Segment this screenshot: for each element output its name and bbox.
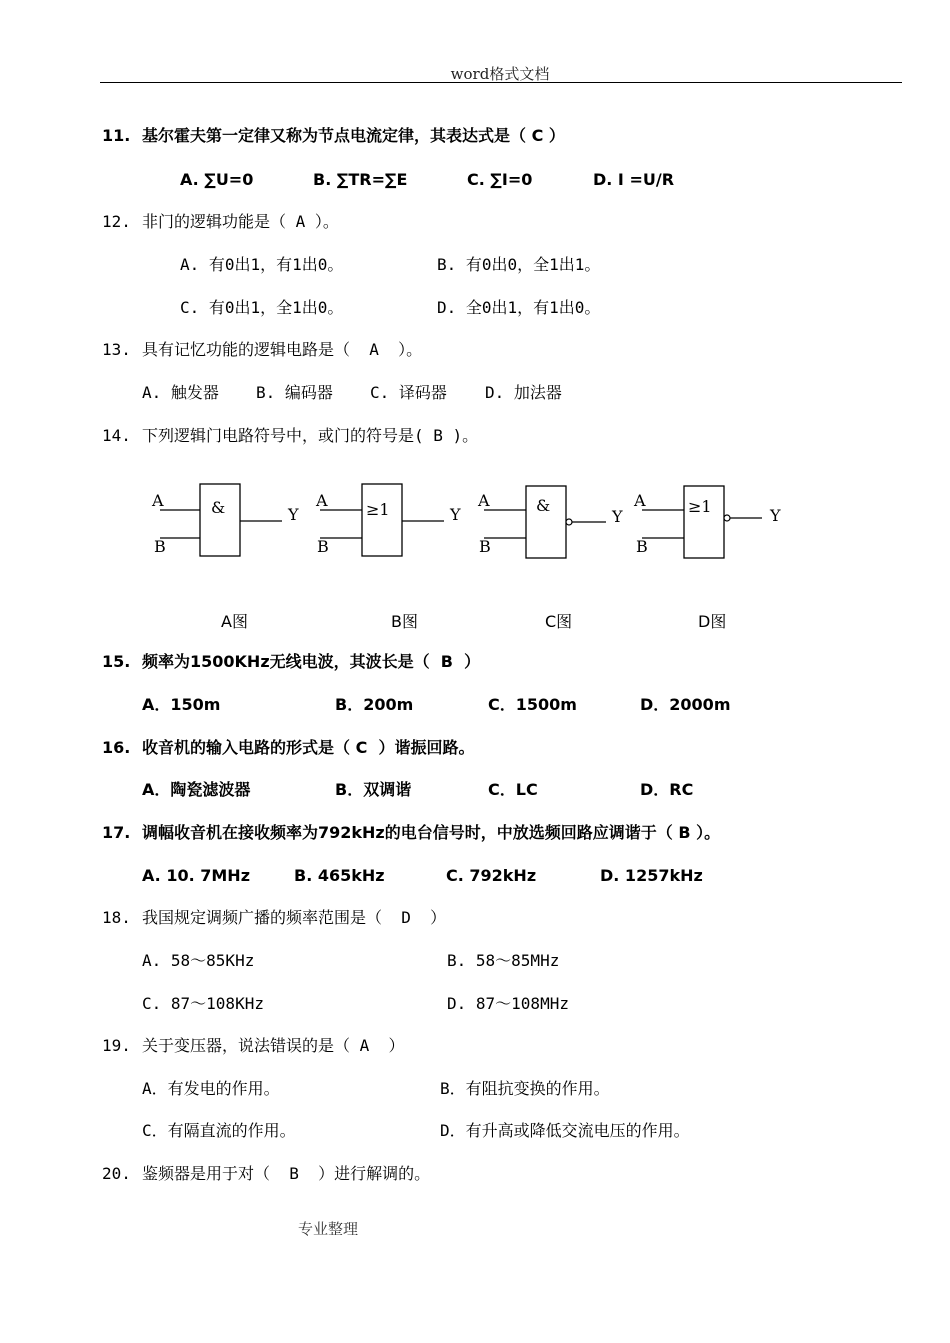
header-divider (100, 82, 902, 83)
gate-b-output-label: Y (450, 505, 461, 524)
gate-a-input-b-label: B (154, 537, 166, 556)
q11-text: 基尔霍夫第一定律又称为节点电流定律，其表达式是（ C ） (142, 126, 565, 145)
gate-d-input-a-label: A (634, 491, 646, 510)
q14-text: 下列逻辑门电路符号中，或门的符号是( B )。 (142, 426, 479, 445)
gate-d-output-label: Y (770, 506, 781, 525)
q17-option-d: D. 1257kHz (600, 866, 703, 885)
q20-number: 20. (102, 1164, 131, 1183)
q11-option-c: C. ∑I=0 (467, 170, 533, 189)
q17-option-b: B. 465kHz (294, 866, 385, 885)
gate-a-input-a-label: A (152, 491, 164, 510)
gate-c-input-a-label: A (478, 491, 490, 510)
page-footer: 专业整理 (298, 1220, 359, 1238)
q15-option-d: D．2000m (640, 695, 731, 714)
gate-c-output-label: Y (612, 507, 623, 526)
q11-number: 11. (102, 126, 131, 145)
q15-number: 15. (102, 652, 131, 671)
logic-gate-diagrams (140, 478, 800, 578)
gate-b-input-a-label: A (316, 491, 328, 510)
q18-option-b: B. 58～85MHz (447, 951, 560, 970)
gate-d-symbol: ≥1 (688, 497, 712, 516)
gate-d-caption: D图 (698, 612, 727, 631)
gate-c (477, 486, 623, 558)
gate-a-output-label: Y (288, 505, 299, 524)
q16-option-d: D．RC (640, 780, 694, 799)
q11-option-d: D. I =U/R (593, 170, 675, 189)
q13-option-b: B. 编码器 (256, 383, 333, 402)
q16-text: 收音机的输入电路的形式是（ C ）谐振回路。 (142, 738, 475, 757)
q12-text: 非门的逻辑功能是（ A ）。 (142, 212, 339, 231)
q13-number: 13. (102, 340, 131, 359)
q12-option-a: A. 有0出1，有1出0。 (180, 255, 344, 274)
page-header: word格式文档 (450, 65, 550, 83)
q18-text: 我国规定调频广播的频率范围是（ D ） (142, 908, 447, 927)
gate-d-input-b-label: B (636, 537, 648, 556)
q11-option-b: B. ∑TR=∑E (313, 170, 408, 189)
gate-c-caption: C图 (545, 612, 573, 631)
gate-b-caption: B图 (391, 612, 418, 631)
q13-option-a: A. 触发器 (142, 383, 219, 402)
q19-number: 19. (102, 1036, 131, 1055)
q19-option-b: B．有阻抗变换的作用。 (440, 1079, 610, 1098)
q13-option-d: D. 加法器 (485, 383, 562, 402)
q18-number: 18. (102, 908, 131, 927)
gate-a (151, 484, 299, 556)
q17-option-c: C. 792kHz (446, 866, 537, 885)
q15-option-b: B．200m (335, 695, 414, 714)
q18-option-a: A. 58～85KHz (142, 951, 255, 970)
q17-option-a: A. 10. 7MHz (142, 866, 250, 885)
gate-b (315, 484, 461, 556)
q14-number: 14. (102, 426, 131, 445)
q15-option-a: A．150m (142, 695, 221, 714)
q12-option-b: B. 有0出0，全1出1。 (437, 255, 601, 274)
q17-text: 调幅收音机在接收频率为792kHz的电台信号时，中放选频回路应调谐于（ B ）。 (142, 823, 721, 842)
gate-a-caption: A图 (221, 612, 248, 631)
q15-text: 频率为1500KHz无线电波，其波长是（ B ） (142, 652, 481, 671)
q17-number: 17. (102, 823, 131, 842)
q16-option-b: B．双调谐 (335, 780, 412, 799)
q12-option-d: D. 全0出1，有1出0。 (437, 298, 601, 317)
gate-b-input-b-label: B (317, 537, 329, 556)
q19-option-d: D．有升高或降低交流电压的作用。 (440, 1121, 690, 1140)
q20-text: 鉴频器是用于对（ B ）进行解调的。 (142, 1164, 431, 1183)
q18-option-d: D. 87～108MHz (447, 994, 569, 1013)
q11-option-a: A. ∑U=0 (180, 170, 254, 189)
gate-a-symbol: & (211, 498, 226, 517)
q16-option-c: C．LC (488, 780, 538, 799)
q19-option-c: C．有隔直流的作用。 (142, 1121, 296, 1140)
gate-c-symbol: & (536, 496, 551, 515)
q18-option-c: C. 87～108KHz (142, 994, 264, 1013)
q19-text: 关于变压器，说法错误的是（ A ） (142, 1036, 405, 1055)
q15-option-c: C．1500m (488, 695, 577, 714)
q12-option-c: C. 有0出1，全1出0。 (180, 298, 344, 317)
q12-number: 12. (102, 212, 131, 231)
q13-text: 具有记忆功能的逻辑电路是（ A ）。 (142, 340, 423, 359)
q16-option-a: A．陶瓷滤波器 (142, 780, 251, 799)
gate-c-input-b-label: B (479, 537, 491, 556)
gate-b-symbol: ≥1 (366, 500, 390, 519)
q16-number: 16. (102, 738, 131, 757)
q19-option-a: A．有发电的作用。 (142, 1079, 280, 1098)
gate-d (633, 486, 781, 558)
q13-option-c: C. 译码器 (370, 383, 447, 402)
